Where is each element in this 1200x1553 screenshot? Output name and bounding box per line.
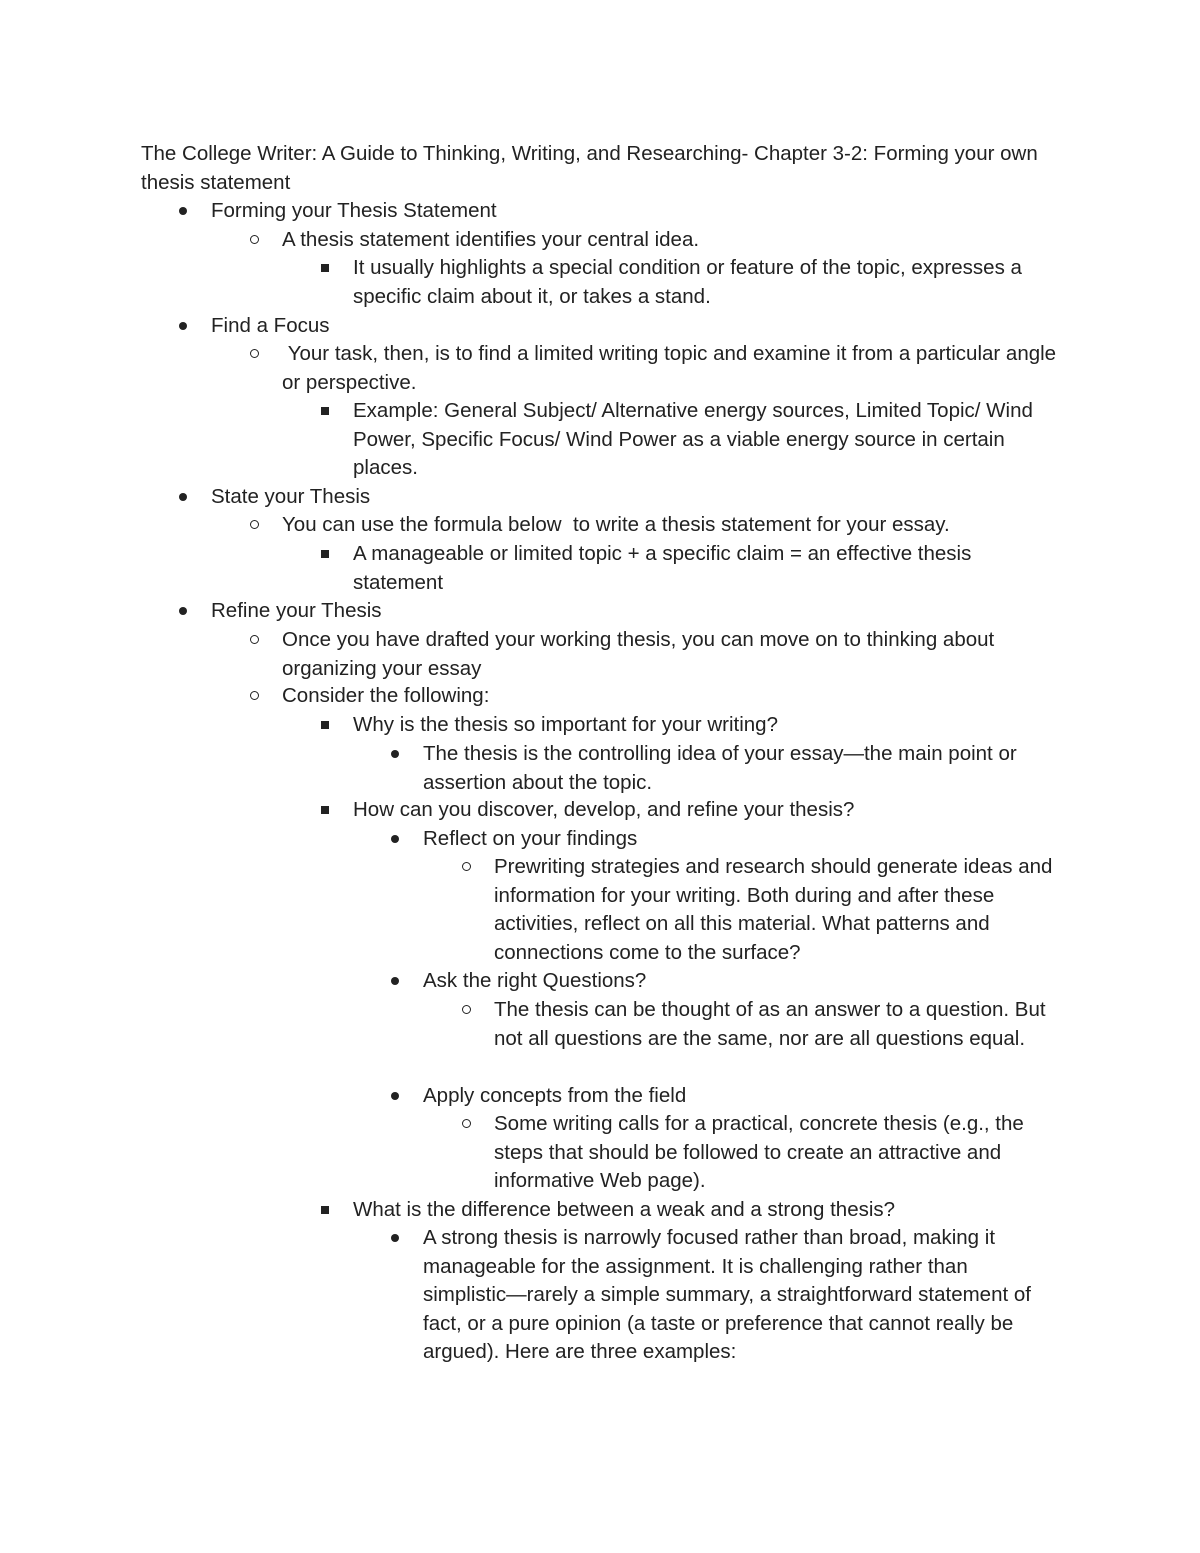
list-item: [0, 796, 1063, 825]
circle-bullet-icon: [456, 996, 476, 1025]
square-bullet-icon: [315, 397, 335, 426]
list-item: [0, 1082, 1053, 1111]
disc-bullet-icon: [385, 967, 405, 996]
square-bullet-icon: [315, 796, 335, 825]
list-item: [0, 996, 1054, 1053]
list-item: [0, 711, 1063, 740]
list-item-text: A thesis statement identifies your central idea.: [282, 228, 700, 251]
list-item: [0, 340, 1062, 397]
list-item-text: A strong thesis is narrowly focused rather than broad, making it manageable for the assignment. It is challenging rather than simplistic—rarely a simple summary, a straightforward statement of fact, or a pure opinion (a taste or preference that cannot really be argued). Here are three examples:: [423, 1226, 1031, 1364]
square-bullet-icon: [315, 254, 335, 283]
list-item: [0, 511, 1062, 540]
list-item: [0, 397, 1063, 483]
list-item: [0, 540, 1063, 597]
list-item: [0, 1224, 1053, 1367]
list-item-text: Some writing calls for a practical, concrete thesis (e.g., the steps that should be followed to create an attractive and informative Web page).: [494, 1112, 1024, 1193]
list-item: [0, 1110, 1054, 1196]
list-item: [0, 483, 1061, 512]
list-item-text: Prewriting strategies and research should generate ideas and information for your writing. Both during and after these activities, reflect on all this material. What patterns and connections come to the surface?: [494, 855, 1053, 964]
list-item-text: Refine your Thesis: [211, 599, 382, 622]
list-item: [0, 825, 1053, 854]
disc-bullet-icon: [385, 740, 405, 769]
list-item: [0, 967, 1053, 996]
list-item-text: Find a Focus: [211, 314, 330, 337]
list-item-text: It usually highlights a special condition or feature of the topic, expresses a specific claim about it, or takes a stand.: [353, 256, 1022, 308]
disc-bullet-icon: [173, 483, 193, 512]
list-item-text: Once you have drafted your working thesis, you can move on to thinking about organizing your essay: [282, 628, 995, 680]
list-item: [0, 597, 1061, 626]
disc-bullet-icon: [385, 1224, 405, 1253]
list-item-text: You can use the formula below to write a thesis statement for your essay.: [282, 513, 950, 536]
list-item: [0, 226, 1062, 255]
list-item-text: Reflect on your findings: [423, 827, 638, 850]
list-item-text: A manageable or limited topic + a specific claim = an effective thesis statement: [353, 542, 972, 594]
list-item-text: Example: General Subject/ Alternative energy sources, Limited Topic/ Wind Power, Specific Focus/ Wind Power as a viable energy source in certain places.: [353, 399, 1033, 480]
disc-bullet-icon: [385, 825, 405, 854]
list-item: [0, 740, 1053, 797]
list-item-text: The thesis is the controlling idea of your essay—the main point or assertion about the topic.: [423, 742, 1017, 794]
list-item-text: Ask the right Questions?: [423, 969, 647, 992]
list-item-text: The thesis can be thought of as an answer to a question. But not all questions are the same, nor are all questions equal.: [494, 998, 1046, 1050]
list-item-text: State your Thesis: [211, 485, 371, 508]
list-item-text: Your task, then, is to find a limited writing topic and examine it from a particular angle or perspective.: [282, 342, 1062, 394]
square-bullet-icon: [315, 540, 335, 569]
list-item: [0, 197, 1061, 226]
disc-bullet-icon: [173, 597, 193, 626]
disc-bullet-icon: [385, 1082, 405, 1111]
circle-bullet-icon: [456, 1110, 476, 1139]
list-item-text: Why is the thesis so important for your writing?: [353, 713, 778, 736]
circle-bullet-icon: [244, 226, 264, 255]
list-item-text: How can you discover, develop, and refine your thesis?: [353, 798, 855, 821]
circle-bullet-icon: [244, 340, 264, 369]
list-item: [0, 312, 1061, 341]
circle-bullet-icon: [244, 511, 264, 540]
square-bullet-icon: [315, 1196, 335, 1225]
list-item-text: Consider the following:: [282, 684, 490, 707]
list-item-text: What is the difference between a weak and a strong thesis?: [353, 1198, 896, 1221]
list-item: [0, 254, 1063, 311]
list-item: [0, 682, 1062, 711]
square-bullet-icon: [315, 711, 335, 740]
circle-bullet-icon: [244, 682, 264, 711]
list-item: [0, 626, 1062, 683]
disc-bullet-icon: [173, 197, 193, 226]
document-title: The College Writer: A Guide to Thinking, Writing, and Researching- Chapter 3-2: Forming your own thesis statement: [141, 142, 1038, 194]
list-item: [0, 1196, 1063, 1225]
disc-bullet-icon: [173, 312, 193, 341]
circle-bullet-icon: [456, 853, 476, 882]
list-item-text: Forming your Thesis Statement: [211, 199, 497, 222]
list-item-text: Apply concepts from the field: [423, 1084, 687, 1107]
list-item: [0, 853, 1054, 967]
circle-bullet-icon: [244, 626, 264, 655]
